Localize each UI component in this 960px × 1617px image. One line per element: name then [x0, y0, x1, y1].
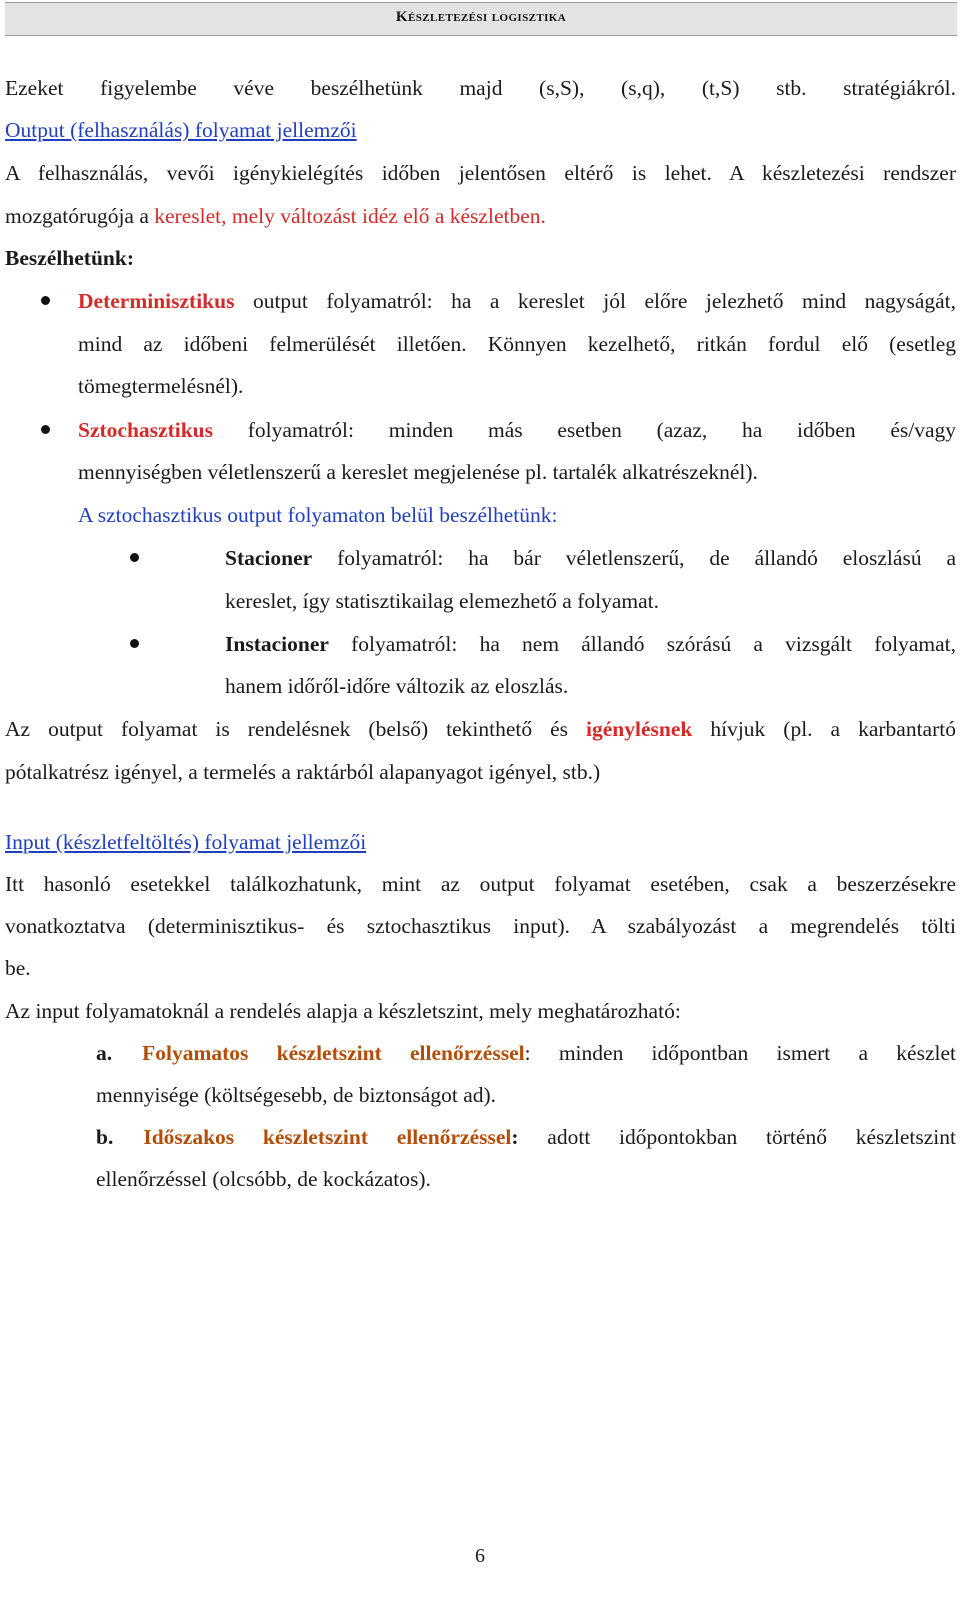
paragraph-line: be. [5, 956, 31, 980]
paragraph-line: mozgatórugója a kereslet, mely változást idéz elő a készletben. [5, 204, 546, 228]
kereslet-highlight: kereslet, mely változást idéz elő a készletben [154, 204, 541, 228]
stochastic-sublist-intro: A sztochasztikus output folyamaton belül beszélhetünk: [78, 503, 558, 527]
bullet-icon [130, 553, 139, 562]
list-item-a: a. Folyamatos készletszint ellenőrzéssel: minden időpontban ismert a készlet [96, 1041, 956, 1065]
output-heading: Output (felhasználás) folyamat jellemzői [5, 118, 357, 142]
paragraph-line: Az input folyamatoknál a rendelés alapja a készletszint, mely meghatározható: [5, 999, 681, 1023]
list-item-line: mennyisége (költségesebb, de biztonságot ad). [96, 1083, 497, 1107]
list-item-line: ellenőrzéssel (olcsóbb, de kockázatos). [96, 1167, 431, 1191]
paragraph-line: A felhasználás, vevői igénykielégítés időben jelentősen eltérő is lehet. A készletezési rendszer [5, 161, 956, 185]
running-header [5, 2, 957, 36]
list-item-determinisztikus: Determinisztikus output folyamatról: ha a kereslet jól előre jelezhető mind nagyságát, [78, 289, 956, 313]
igenyles-highlight: igénylésnek [586, 717, 693, 741]
running-header-title: Készletezési logisztika [395, 9, 567, 25]
beszelhetunk-label: Beszélhetünk: [5, 246, 134, 270]
paragraph-line: pótalkatrész igényel, a termelés a raktárból alapanyagot igényel, stb.) [5, 760, 601, 784]
list-item-line: hanem időről-időre változik az eloszlás. [225, 674, 569, 698]
list-item-instacioner: Instacioner folyamatról: ha nem állandó szórású a vizsgált folyamat, [225, 632, 956, 656]
list-label-a: a. [96, 1041, 113, 1065]
paragraph-line: Itt hasonló esetekkel találkozhatunk, mint az output folyamat esetében, csak a beszerzésekre [5, 872, 956, 896]
bullet-icon [41, 296, 50, 305]
strategies-sentence: Ezeket figyelembe véve beszélhetünk majd (s,S), (s,q), (t,S) stb. stratégiákról. [5, 76, 956, 100]
bullet-icon [41, 425, 50, 434]
list-label-b: b. [96, 1125, 114, 1149]
list-item-line: tömegtermelésnél). [78, 374, 244, 398]
bullet-icon [130, 639, 139, 648]
input-heading: Input (készletfeltöltés) folyamat jellemzői [5, 830, 367, 854]
paragraph-line: Az output folyamat is rendelésnek (belső) tekinthető és igénylésnek hívjuk (pl. a karbantartó [5, 717, 956, 741]
list-item-line: kereslet, így statisztikailag elemezhető a folyamat. [225, 589, 660, 613]
list-item-sztochasztikus: Sztochasztikus folyamatról: minden más esetben (azaz, ha időben és/vagy [78, 418, 956, 442]
list-item-stacioner: Stacioner folyamatról: ha bár véletlenszerű, de állandó eloszlású a [225, 546, 956, 570]
list-item-b: b. Időszakos készletszint ellenőrzéssel: adott időpontokban történő készletszint [96, 1125, 956, 1149]
paragraph-line: vonatkoztatva (determinisztikus- és sztochasztikus input). A szabályozást a megrendelés tölti [5, 914, 956, 938]
page-number: 6 [475, 1545, 485, 1567]
list-item-line: mind az időbeni felmerülését illetően. Könnyen kezelhető, ritkán fordul elő (esetleg [78, 332, 956, 356]
list-item-line: mennyiségben véletlenszerű a kereslet megjelenése pl. tartalék alkatrészeknél). [78, 460, 758, 484]
